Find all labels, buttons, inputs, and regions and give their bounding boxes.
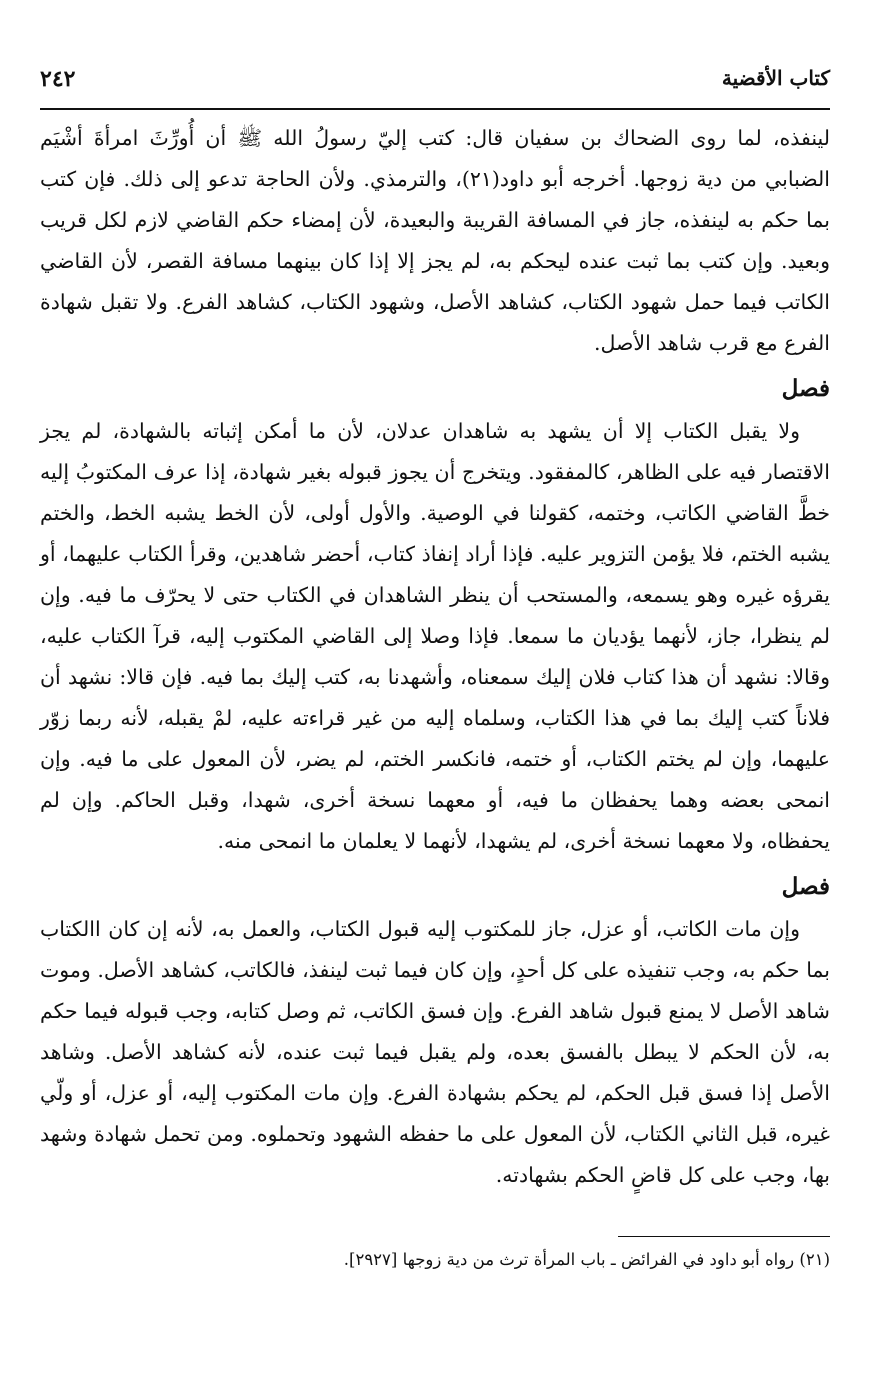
page-header bbox=[40, 62, 830, 102]
header-rule bbox=[40, 108, 830, 110]
footnote-rule bbox=[618, 1236, 830, 1237]
footnote: (٢١) رواه أبو داود في الفرائض ـ باب المرأة ترث من دية زوجها [٢٩٢٧]. bbox=[343, 1250, 830, 1269]
page-number: ٢٤٢ bbox=[40, 66, 76, 92]
page-body bbox=[40, 118, 830, 1196]
section-heading: فصل bbox=[781, 873, 830, 901]
section-paragraph: ولا يقبل الكتاب إلا أن يشهد به شاهدان عدلان، لأن ما أمكن إثباته بالشهادة، لم يجز الاقتصار فيه على الظاهر، كالمفقود. ويتخرج أن يجوز قبوله بغير شهادة، إذا عرف المكتوبُ إليه خطَّ القاضي الكاتب، وختمه، كقولنا في الوصية. والأول أولى، لأن الخط يشبه الخط، والختم يشبه الختم، فلا يؤمن التزوير عليه. فإذا أراد إنفاذ كتاب، أحضر شاهدين، وقرأ الكتاب عليهما، أو يقرؤه غيره وهو يسمعه، والمستحب أن ينظر الشاهدان في الكتاب حتى لا يحرّف ما فيه. وإن لم ينظرا، جاز، لأنهما يؤديان ما سمعا. فإذا وصلا إلى القاضي المكتوب إليه، قرآ الكتاب عليه، وقالا: نشهد أن هذا كتاب فلان إليك سمعناه، وأشهدنا به، كتب إليك بما فيه. فإن قالا: نشهد أن فلاناً كتب إليك بما في هذا الكتاب، وسلماه إليه من غير قراءته عليه، لمْ يقبله، لأنه ربما زوّر عليهما، وإن لم يختم الكتاب، أو ختمه، فانكسر الختم، لم يضر، لأن المعول على ما فيه. وإن انمحى بعضه وهما يحفظان ما فيه، أو معهما نسخة أخرى، شهدا، وقبل الحاكم. وإن لم يحفظاه، ولا معهما نسخة أخرى، لم يشهدا، لأنهما لا يعلمان ما انمحى منه. bbox=[40, 419, 830, 853]
section-paragraph: وإن مات الكاتب، أو عزل، جاز للمكتوب إليه قبول الكتاب، والعمل به، لأنه إن كان االكتاب بما حكم به، وجب تنفيذه على كل أحدٍ، وإن كان فيما ثبت لينفذ، فالكاتب، كشاهد الأصل. وموت شاهد الأصل لا يمنع قبول شاهد الفرع. وإن فسق الكاتب، ثم وصل كتابه، وجب قبوله فيما حكم به، لأن الحكم لا يبطل بالفسق بعده، ولم يقبل فيما ثبت عنده، لأنه كشاهد الأصل. وشاهد الأصل إذا فسق قبل الحكم، لم يحكم بشهادة الفرع. وإن مات المكتوب إليه، أو عزل، أو ولّي غيره، قبل الثاني الكتاب، لأن المعول على ما حفظه الشهود وتحملوه. ومن تحمل شهادة وشهد بها، وجب على كل قاضٍ الحكم بشهادته. bbox=[40, 917, 830, 1187]
section-heading: فصل bbox=[781, 375, 830, 403]
opening-paragraph: لينفذه، لما روى الضحاك بن سفيان قال: كتب إليّ رسولُ الله ﷺ أن أُورِّثَ امرأةَ أشْيَم الضبابي من دية زوجها. أخرجه أبو داود(٢١)، والترمذي. ولأن الحاجة تدعو إلى ذلك. فإن كتب بما حكم به لينفذه، جاز في المسافة القريبة والبعيدة، لأن إمضاء حكم القاضي لازم لكل قريب وبعيد. وإن كتب بما ثبت عنده ليحكم به، لم يجز إلا إذا كان بينهما مسافة القصر، لأن القاضي الكاتب فيما حمل شهود الكتاب، كشاهد الأصل، وشهود الكتاب، كشاهد الفرع. ولا تقبل شهادة الفرع مع قرب شاهد الأصل. bbox=[40, 126, 830, 355]
running-title: كتاب الأقضية bbox=[721, 66, 830, 90]
